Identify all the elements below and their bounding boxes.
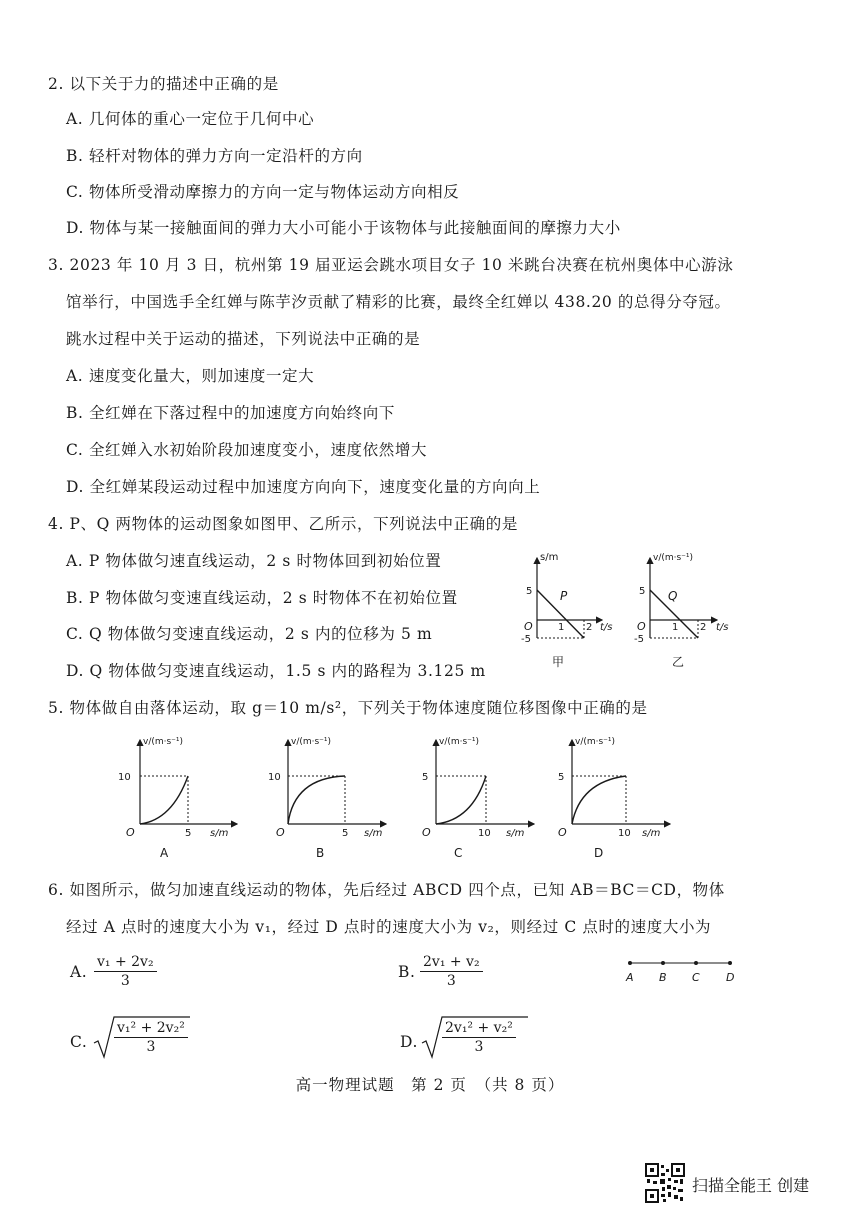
q6-option-a-label: A. [70, 963, 88, 981]
yi-xlabel: t/s [716, 622, 729, 633]
b-origin: O [276, 826, 285, 839]
jia-x2: 2 [586, 622, 593, 633]
q6-option-b-denominator: 3 [446, 973, 456, 989]
d-yval: 5 [558, 772, 565, 783]
page-footer: 高一物理试题 第 2 页 （共 8 页） [295, 1076, 565, 1094]
a-xval: 5 [185, 828, 192, 839]
q4-stem: 4. P、Q 两物体的运动图象如图甲、乙所示，下列说法中正确的是 [48, 515, 518, 533]
q6-label-c: C [692, 971, 700, 984]
q6-point-d [728, 961, 732, 965]
d-ylabel: v/(m·s⁻¹) [575, 737, 616, 747]
b-xlabel: s/m [364, 828, 383, 839]
b-ylabel: v/(m·s⁻¹) [291, 737, 332, 747]
q6-option-a-denominator: 3 [120, 973, 130, 989]
q5-graph-c [410, 732, 550, 862]
jia-line-label: P [560, 589, 568, 603]
yi-x1: 1 [672, 622, 679, 633]
yi-y-top: 5 [639, 586, 646, 597]
graph-yi [622, 548, 752, 676]
q2-option-d: D. 物体与某一接触面间的弹力大小可能小于该物体与此接触面间的摩擦力大小 [66, 219, 621, 237]
q3-option-b: B. 全红婵在下落过程中的加速度方向始终向下 [66, 404, 395, 422]
scanner-brand-text: 扫描全能王 创建 [692, 1176, 810, 1195]
q4-option-a: A. P 物体做匀速直线运动，2 s 时物体回到初始位置 [66, 552, 442, 570]
d-xlabel: s/m [642, 828, 661, 839]
c-origin: O [422, 826, 431, 839]
q6-option-d-numerator: 2v₁² + v₂² [442, 1019, 516, 1038]
q4-option-c: C. Q 物体做匀变速直线运动，2 s 内的位移为 5 m [66, 625, 433, 643]
q6-label-d: D [726, 971, 735, 984]
q2-option-b: B. 轻杆对物体的弹力方向一定沿杆的方向 [66, 147, 363, 165]
yi-caption: 乙 [672, 655, 685, 669]
a-curve [140, 776, 188, 824]
yi-y-bot: -5 [634, 634, 644, 645]
q6-stem-line2: 经过 A 点时的速度大小为 v₁，经过 D 点时的速度大小为 v₂，则经过 C 点时的速度大小为 [66, 918, 712, 936]
jia-xlabel: t/s [600, 622, 613, 633]
d-curve [572, 776, 626, 824]
q5-stem: 5. 物体做自由落体运动，取 g＝10 m/s²，下列关于物体速度随位移图像中正确的是 [48, 699, 648, 717]
c-ylabel: v/(m·s⁻¹) [439, 737, 480, 747]
q6-label-a: A [626, 971, 634, 984]
c-xval: 10 [478, 828, 491, 839]
b-curve [288, 776, 345, 824]
a-xlabel: s/m [210, 828, 229, 839]
b-xval: 5 [342, 828, 349, 839]
b-yval: 10 [268, 772, 281, 783]
yi-origin: O [637, 620, 646, 633]
q6-option-c-numerator: v₁² + 2v₂² [114, 1019, 188, 1038]
yi-x2: 2 [700, 622, 707, 633]
q2-option-a: A. 几何体的重心一定位于几何中心 [66, 110, 315, 128]
c-curve [436, 776, 486, 824]
q3-option-d: D. 全红婵某段运动过程中加速度方向向下，速度变化量的方向向上 [66, 478, 541, 496]
a-caption: A [160, 846, 169, 860]
jia-ylabel: s/m [540, 552, 559, 563]
q3-stem-line3: 跳水过程中关于运动的描述，下列说法中正确的是 [66, 330, 421, 348]
q6-label-b: B [659, 971, 667, 984]
q3-option-a: A. 速度变化量大，则加速度一定大 [66, 367, 315, 385]
q4-option-b: B. P 物体做匀变速直线运动，2 s 时物体不在初始位置 [66, 589, 458, 607]
q6-option-d-fraction [442, 1019, 516, 1056]
qr-code-icon [645, 1163, 685, 1203]
q6-point-c [694, 961, 698, 965]
q6-option-a-numerator: v₁ + 2v₂ [94, 953, 157, 972]
d-caption: D [594, 846, 604, 860]
d-origin: O [558, 826, 567, 839]
q3-option-c: C. 全红婵入水初始阶段加速度变小，速度依然增大 [66, 441, 428, 459]
q2-option-c: C. 物体所受滑动摩擦力的方向一定与物体运动方向相反 [66, 183, 460, 201]
a-ylabel: v/(m·s⁻¹) [143, 737, 184, 747]
q6-point-b [661, 961, 665, 965]
q6-point-a [628, 961, 632, 965]
b-caption: B [316, 846, 325, 860]
q6-points-diagram [618, 955, 748, 987]
q6-option-d-denominator: 3 [474, 1039, 484, 1055]
a-yval: 10 [118, 772, 131, 783]
jia-caption: 甲 [552, 655, 565, 669]
q6-option-d-label: D. [400, 1033, 419, 1051]
yi-ylabel: v/(m·s⁻¹) [653, 553, 694, 563]
q3-stem-line2: 馆举行，中国选手全红婵与陈芋汐贡献了精彩的比赛，最终全红婵以 438.20 的总得分夺冠。 [66, 293, 731, 311]
q6-option-b-numerator: 2v₁ + v₂ [420, 953, 483, 972]
q5-graph-b [268, 732, 408, 862]
q6-option-c-denominator: 3 [146, 1039, 156, 1055]
q6-stem-line1: 6. 如图所示，做匀加速直线运动的物体，先后经过 ABCD 四个点，已知 AB＝BC＝CD，物体 [48, 881, 725, 899]
jia-y-bot: -5 [521, 634, 531, 645]
a-origin: O [126, 826, 135, 839]
q6-option-c-label: C. [70, 1033, 88, 1051]
q6-option-b-label: B. [398, 963, 416, 981]
d-xval: 10 [618, 828, 631, 839]
q3-stem-line1: 3. 2023 年 10 月 3 日，杭州第 19 届亚运会跳水项目女子 10 米跳台决赛在杭州奥体中心游泳 [48, 256, 734, 274]
graph-jia [502, 548, 622, 676]
c-yval: 5 [422, 772, 429, 783]
q5-graph-d [552, 732, 692, 862]
jia-y-top: 5 [526, 586, 533, 597]
q6-option-a-fraction [94, 953, 157, 990]
c-caption: C [454, 846, 463, 860]
jia-x1: 1 [558, 622, 565, 633]
yi-line-label: Q [668, 589, 678, 603]
q6-option-c-fraction [114, 1019, 188, 1056]
jia-origin: O [524, 620, 533, 633]
c-xlabel: s/m [506, 828, 525, 839]
q5-graph-a [112, 732, 252, 862]
q2-stem: 2. 以下关于力的描述中正确的是 [48, 75, 279, 93]
q4-option-d: D. Q 物体做匀变速直线运动，1.5 s 内的路程为 3.125 m [66, 662, 486, 680]
q6-option-b-fraction [420, 953, 483, 990]
